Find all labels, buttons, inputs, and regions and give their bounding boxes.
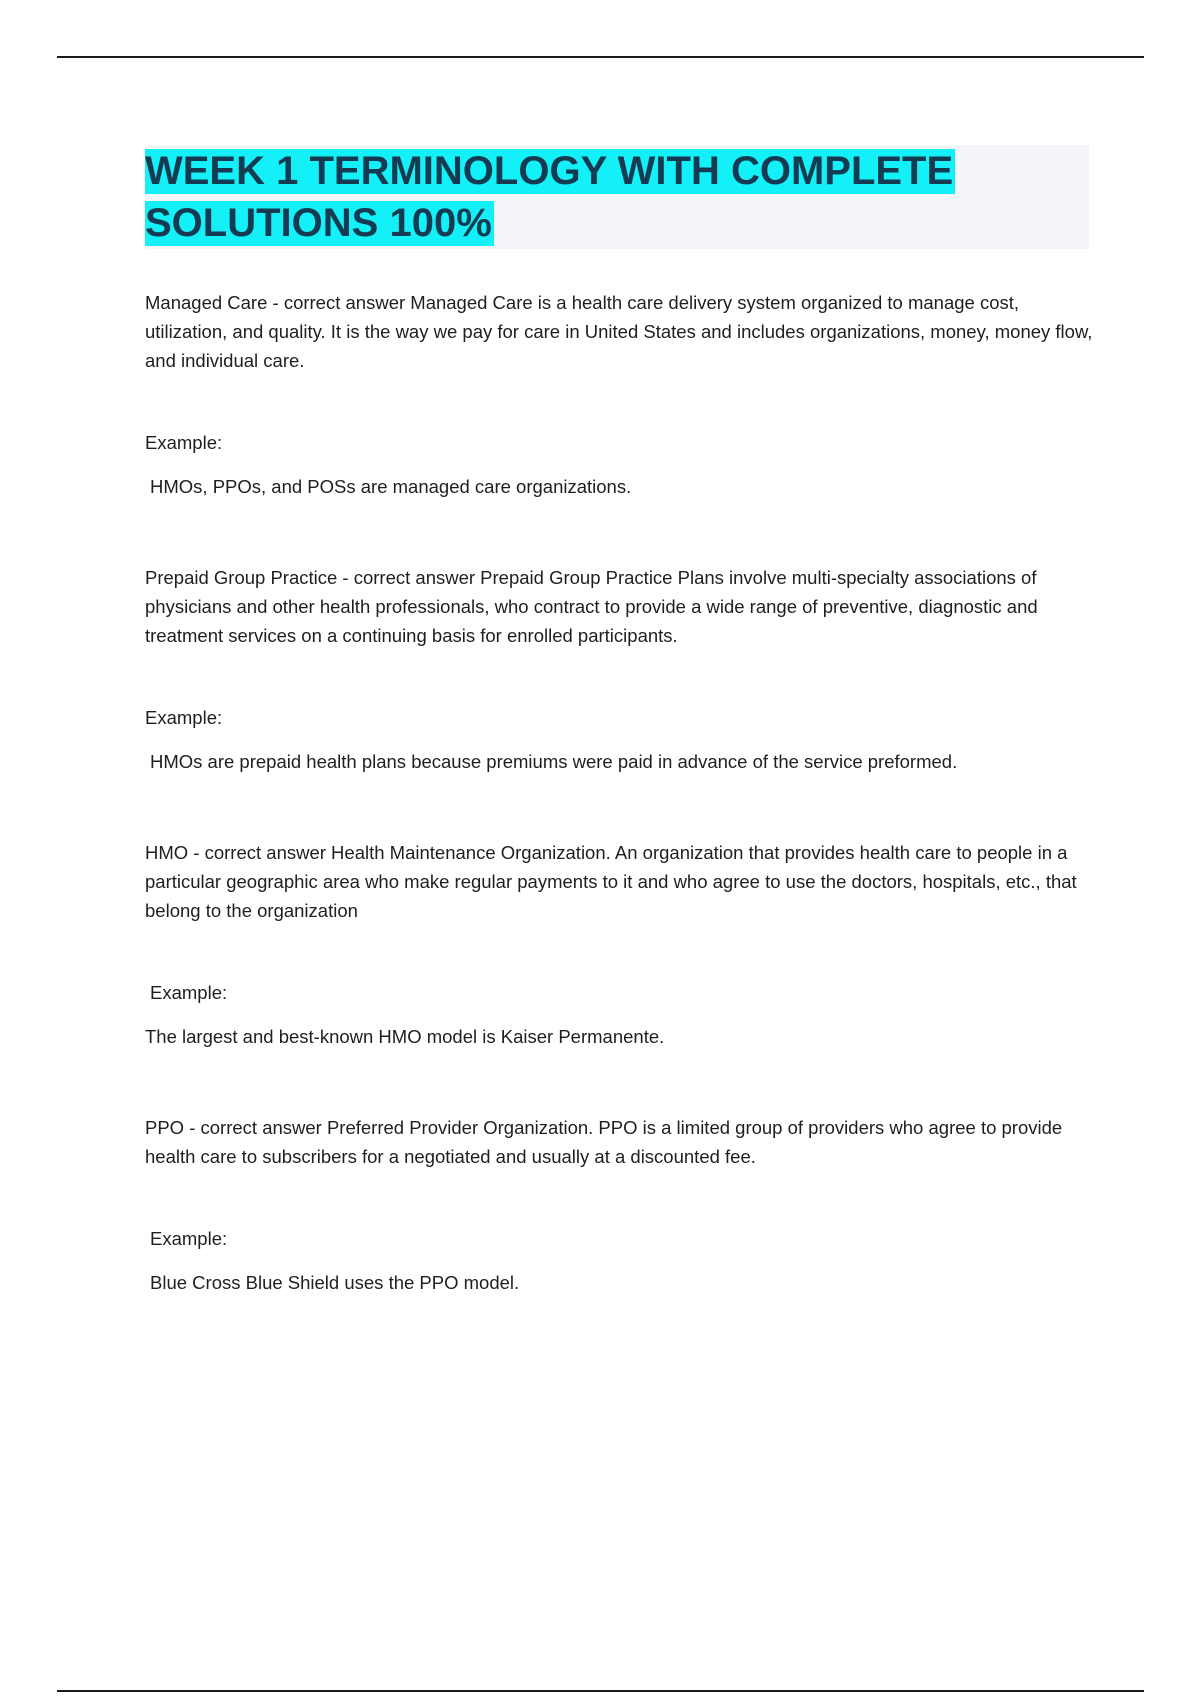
- top-rule: [57, 56, 1144, 58]
- title-block: [145, 145, 1089, 249]
- term-definition: Managed Care - correct answer Managed Care is a health care delivery system organized to manage cost, utilization, and quality. It is the way we pay for care in United States and includes organizations, money, money flow, and individual care.: [145, 292, 1093, 371]
- bottom-rule: [57, 1690, 1144, 1692]
- term-definition: HMO - correct answer Health Maintenance Organization. An organization that provides health care to people in a particular geographic area who make regular payments to it and who agree to use the doctors, hospitals, etc., that belong to the organization: [145, 842, 1077, 921]
- term-definition: PPO - correct answer Preferred Provider Organization. PPO is a limited group of providers who agree to provide health care to subscribers for a negotiated and usually at a discounted fee.: [145, 1117, 1063, 1167]
- example-text: Blue Cross Blue Shield uses the PPO model.: [150, 1272, 520, 1293]
- page-title: [145, 145, 1089, 249]
- example-label: Example:: [150, 982, 228, 1003]
- example-label: Example:: [145, 707, 223, 728]
- term-entry-ppo: [145, 1113, 1095, 1297]
- title-highlight-line-2: SOLUTIONS 100%: [145, 201, 492, 245]
- title-highlight-line-1: WEEK 1 TERMINOLOGY WITH COMPLETE: [145, 149, 954, 193]
- term-entry-managed-care: [145, 288, 1095, 501]
- example-text: HMOs, PPOs, and POSs are managed care organizations.: [150, 476, 632, 497]
- example-label: Example:: [150, 1228, 228, 1249]
- example-text: The largest and best-known HMO model is Kaiser Permanente.: [145, 1026, 665, 1047]
- document-body: [145, 288, 1095, 1297]
- term-entry-prepaid-group-practice: [145, 563, 1095, 776]
- term-definition: Prepaid Group Practice - correct answer Prepaid Group Practice Plans involve multi-specialty associations of physicians and other health professionals, who contract to provide a wide range of preventive, diagnostic and treatment services on a continuing basis for enrolled participants.: [145, 567, 1038, 646]
- example-label: Example:: [145, 432, 223, 453]
- term-entry-hmo: [145, 838, 1095, 1051]
- example-text: HMOs are prepaid health plans because premiums were paid in advance of the service preformed.: [150, 751, 958, 772]
